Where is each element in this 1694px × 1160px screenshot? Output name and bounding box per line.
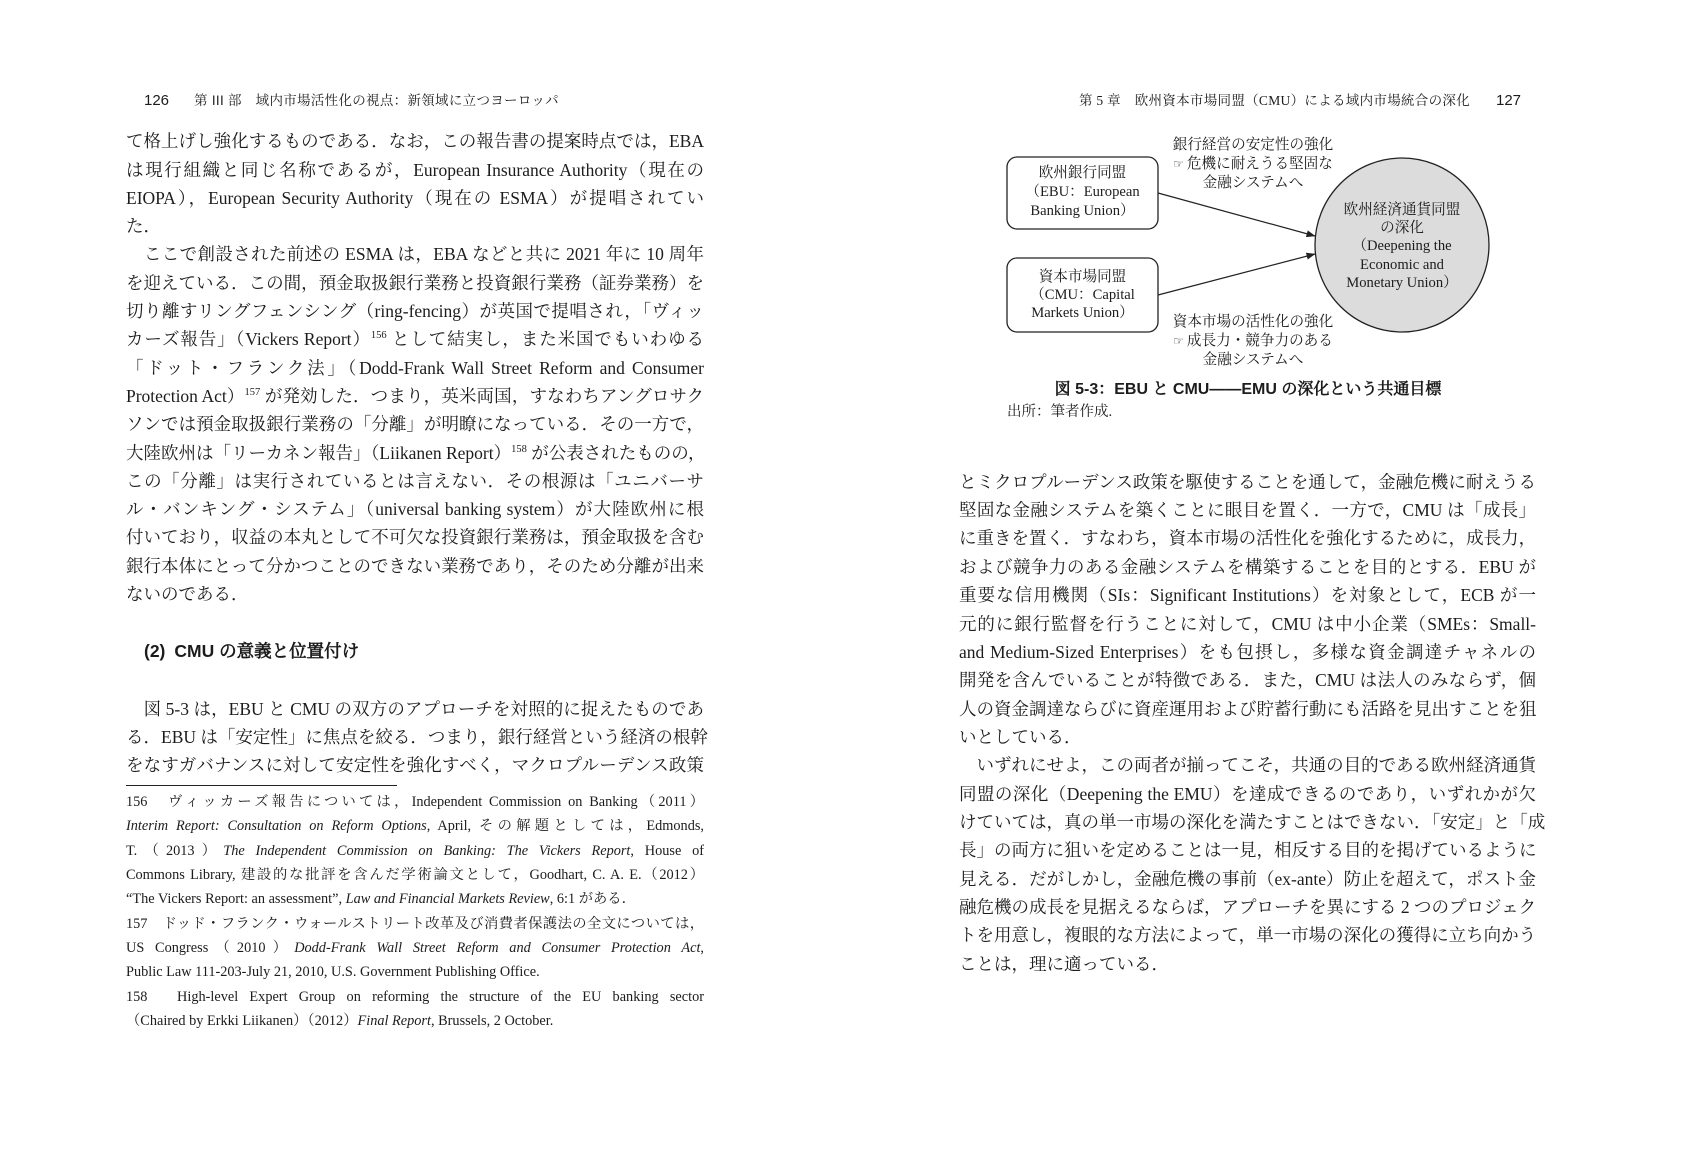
text-run: T.（2013）: [126, 842, 224, 859]
circle-line: Economic and: [1360, 256, 1444, 273]
text-run: 大陸欧州は「リーカネン報告」（Liikanen Report）: [126, 442, 512, 463]
figure-caption: 図 5-3：EBU と CMU——EMU の深化という共通目標: [1054, 381, 1442, 398]
text-run: を迎えている．この間，預金取扱銀行業務と投資銀行業務（証券業務）を: [126, 272, 704, 293]
text-line: [126, 1009, 704, 1033]
pointing-hand-icon: ☞: [1173, 333, 1184, 348]
text-run: 重要な信用機関（SIs：Significant Institutions）を対象として，ECB が一: [959, 585, 1536, 606]
footnote-ref: 157: [244, 386, 261, 398]
page-number-right: 127: [1496, 92, 1522, 109]
text-run: US Congress（2010）: [126, 939, 295, 956]
text-line: [126, 580, 704, 608]
text-run: 銀行本体にとって分かつことのできない業務であり，そのため分離が出来: [126, 555, 704, 576]
pointing-hand-icon: ☞: [1173, 156, 1184, 171]
text-line: [126, 912, 704, 936]
text-line: [126, 439, 704, 467]
text-run: Protection Act）: [126, 385, 245, 406]
text-run: および競争力のある金融システムを構築することを目的とする．EBU が: [959, 556, 1536, 577]
body-text-top: [126, 127, 704, 608]
text-run: トを用意し，複眼的な方法によって，単一市場の深化の獲得に立ち向かう: [959, 925, 1537, 946]
circle-line: 欧州経済通貨同盟: [1343, 201, 1461, 218]
body-text-right: [959, 468, 1546, 978]
text-line: [959, 496, 1536, 524]
text-line: [126, 297, 704, 325]
text-run: and Medium-Sized Enterprises）をも包摂し，多様な資金調達チャネルの: [959, 641, 1536, 662]
text-line: [126, 325, 704, 353]
footnote-divider: [126, 785, 397, 786]
section-number: (2): [144, 641, 166, 661]
footnotes: [126, 790, 704, 1033]
italic-title: The Independent Commission on Banking: The Vickers Report: [223, 842, 631, 859]
box-line: （CMU：Capital: [1030, 287, 1135, 304]
circle-line: Monetary Union）: [1346, 274, 1458, 291]
text-run: 切り離すリングフェンシング（ring-fencing）が英国で提唱され，「ヴィッ: [126, 301, 704, 322]
text-line: [126, 790, 704, 814]
text-run: カーズ報告」（Vickers Report）: [126, 329, 371, 350]
text-run: は現行組織と同じ名称であるが，European Insurance Authority（現在の: [126, 159, 704, 180]
text-run: EIOPA），European Security Authority（現在の ESMA）が提唱されてい: [126, 187, 704, 208]
text-line: [126, 695, 704, 723]
text-run: , Brussels, 2 October.: [430, 1012, 554, 1029]
arrow-cmu-to-emu: [1158, 254, 1315, 295]
text-line: [126, 863, 704, 887]
ebu-box-label: [1007, 164, 1158, 222]
text-line: [959, 893, 1536, 921]
circle-line: の深化: [1380, 220, 1424, 237]
text-run: ないのである．: [126, 584, 249, 605]
body-text-bottom: [126, 695, 708, 779]
text-run: この「分離」は実行されているとは言えない．その根源は「ユニバーサ: [126, 470, 704, 491]
italic-title: Dodd-Frank Wall Street Reform and Consumer Protection Act: [294, 939, 701, 956]
effect-line: 金融システムへ: [1202, 174, 1304, 191]
running-head-left: 第 III 部 域内市場活性化の視点：新領域に立つヨーロッパ: [194, 93, 559, 108]
text-run: 堅固な金融システムを築くことに眼目を置く．一方で，CMU は「成長」: [959, 500, 1536, 521]
text-line: [126, 240, 704, 268]
text-line: [126, 839, 704, 863]
text-line: [959, 638, 1536, 666]
text-run: 人の資金調達ならびに資産運用および貯蓄行動にも活路を見出すことを狙: [959, 698, 1537, 719]
effect-text: 危機に耐えうる堅固な: [1186, 155, 1333, 172]
box-line: 欧州銀行同盟: [1038, 164, 1127, 181]
text-line: [959, 808, 1546, 836]
text-line: [126, 410, 704, 438]
text-line: [126, 127, 704, 155]
text-line: [126, 523, 704, 551]
text-run: ソンでは預金取扱銀行業務の「分離」が明瞭になっている．その一方で，: [126, 414, 704, 435]
italic-title: Interim Report: Consultation on Reform Options: [126, 818, 427, 835]
text-run: ことは，理に適っている．: [959, 953, 1169, 974]
text-run: 158 High-level Expert Group on reforming the structure of the EU banking sector: [126, 988, 704, 1005]
cmu-box-label: [1007, 268, 1158, 323]
text-run: , 6:1 がある．: [549, 891, 636, 908]
footnote-ref: 156: [370, 330, 387, 342]
text-line: [959, 468, 1536, 496]
text-run: 同盟の深化（Deepening the EMU）を達成できるのであり，いずれかが欠: [959, 783, 1536, 804]
box-line: Banking Union）: [1030, 203, 1135, 220]
text-line: [959, 610, 1536, 638]
text-line: [126, 960, 704, 984]
text-run: とミクロプルーデンス政策を駆使することを通して，金融危機に耐えうる: [959, 471, 1536, 492]
text-line: [959, 553, 1536, 581]
text-run: として結実し，また米国でもいわゆる: [386, 329, 704, 350]
text-run: Public Law 111-203-July 21, 2010, U.S. Government Publishing Office.: [126, 964, 540, 981]
text-line: [126, 156, 704, 184]
text-run: 融危機の成長を見据えるならば，アプローチを異にする 2 つのプロジェク: [959, 896, 1537, 917]
text-run: をなすガバナンスに対して安定性を強化すべく，マクロプルーデンス政策: [126, 754, 704, 775]
text-line: [959, 666, 1536, 694]
text-run: , April, その解題としては，Edmonds,: [426, 818, 704, 835]
section-heading: [144, 638, 359, 664]
text-line: [126, 269, 704, 297]
text-line: [959, 581, 1536, 609]
footnote-ref: 158: [511, 443, 527, 455]
text-line: [959, 836, 1536, 864]
text-line: [126, 936, 704, 960]
box-line: 資本市場同盟: [1038, 268, 1127, 285]
text-run: けていては，真の単一市場の深化を満たすことはできない．「安定」と「成: [959, 811, 1546, 832]
text-line: [126, 382, 704, 410]
effect-line: 資本市場の活性化の強化: [1172, 313, 1334, 330]
effect-line: [1150, 155, 1356, 174]
text-run: 見える．だがしかし，金融危機の事前（ex-ante）防止を超えて，ポスト金: [959, 868, 1536, 889]
text-run: 長」の両方に狙いを定めることは一見，相反する目的を掲げているように: [959, 840, 1537, 861]
text-run: 付いており，収益の本丸として不可欠な投資銀行業務は，預金取扱を含む: [126, 527, 704, 548]
text-line: [959, 950, 1536, 978]
text-run: て格上げし強化するものである．なお，この報告書の提案時点では，EBA: [126, 131, 704, 152]
circle-line: （Deepening the: [1352, 238, 1452, 255]
effect-line: 金融システムへ: [1202, 351, 1304, 368]
text-line: [126, 985, 704, 1009]
text-line: [959, 524, 1536, 552]
text-line: [126, 814, 704, 838]
text-run: ル・バンキング・システム」（universal banking system）が大陸欧州に根: [126, 499, 704, 520]
effect-text: 成長力・競争力のある: [1186, 332, 1333, 349]
text-line: [959, 751, 1536, 779]
text-line: [126, 354, 704, 382]
italic-title: Final Report: [357, 1012, 431, 1029]
text-run: “The Vickers Report: an assessment”,: [126, 891, 346, 908]
section-title: CMU の意義と位置付け: [174, 641, 360, 661]
italic-title: Law and Financial Markets Review: [345, 891, 550, 908]
text-line: [959, 921, 1536, 949]
text-line: [959, 780, 1536, 808]
text-run: 元的に銀行監督を行うことに対して，CMU は中小企業（SMEs：Small-: [959, 613, 1536, 634]
text-run: 図 5-3 は，EBU と CMU の双方のアプローチを対照的に捉えたものであ: [126, 698, 704, 719]
text-line: [126, 495, 704, 523]
cmu-effect-label: [1150, 313, 1356, 370]
effect-line: [1150, 332, 1356, 351]
box-line: （EBU：European: [1025, 183, 1140, 200]
text-run: ここで創設された前述の ESMA は，EBA などと共に 2021 年に 10 周年: [126, 244, 704, 265]
text-line: [959, 695, 1536, 723]
text-line: [126, 552, 704, 580]
text-run: Commons Library, 建設的な批評を含んだ学術論文として，Goodhart, C. A. E.（2012）: [126, 866, 704, 883]
text-line: [959, 865, 1536, 893]
effect-line: 銀行経営の安定性の強化: [1172, 136, 1334, 153]
box-line: Markets Union）: [1031, 305, 1134, 322]
text-run: いとしている．: [959, 726, 1082, 747]
ebu-effect-label: [1150, 136, 1356, 193]
text-run: 開発を含んでいることが特徴である．また，CMU は法人のみならず，個: [959, 670, 1536, 691]
text-line: [126, 723, 708, 751]
running-head-right: 第 5 章 欧州資本市場同盟（CMU）による域内市場統合の深化: [1078, 93, 1470, 108]
page-number-left: 126: [144, 92, 170, 109]
text-run: 157 ドッド・フランク・ウォールストリート改革及び消費者保護法の全文については，: [126, 915, 704, 932]
text-run: ,: [700, 939, 704, 956]
text-run: いずれにせよ，この両者が揃ってこそ，共通の目的である欧州経済通貨: [959, 755, 1537, 776]
text-run: 「ドット・フランク法」（Dodd-Frank Wall Street Reform and Consumer: [126, 357, 704, 378]
text-line: [126, 887, 704, 911]
text-line: [126, 212, 704, 240]
text-run: （Chaired by Erkki Liikanen）（2012）: [126, 1012, 358, 1029]
emu-circle-label: [1315, 201, 1489, 292]
text-run: に重きを置く．すなわち，資本市場の活性化を強化するために，成長力，: [959, 528, 1537, 549]
text-run: 156 ヴィッカーズ報告については，Independent Commission on Banking（2011）: [126, 793, 704, 810]
text-line: [126, 467, 704, 495]
text-line: [959, 723, 1536, 751]
figure-source: 出所：筆者作成.: [1007, 404, 1113, 420]
text-run: が公表されたものの，: [526, 442, 706, 463]
text-run: , House of: [630, 842, 704, 859]
text-line: [126, 751, 704, 779]
text-run: る．EBU は「安定性」に焦点を絞る．つまり，銀行経営という経済の根幹: [126, 726, 708, 747]
text-run: た．: [126, 216, 161, 237]
text-line: [126, 184, 704, 212]
arrow-ebu-to-emu: [1158, 193, 1315, 236]
text-run: が発効した．つまり，英米両国，すなわちアングロサク: [260, 385, 705, 406]
